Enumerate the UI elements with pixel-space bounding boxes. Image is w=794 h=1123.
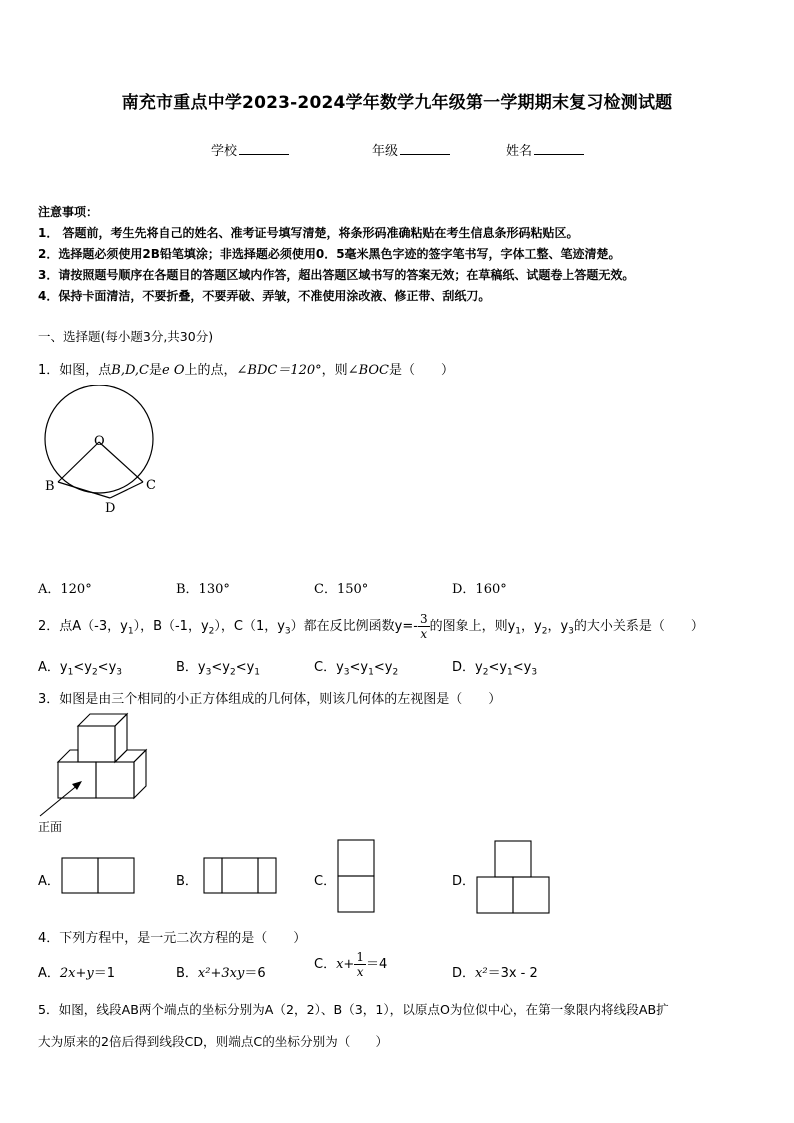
q3-option-d-figure[interactable] [476, 840, 550, 914]
option-letter: A． [38, 966, 60, 981]
q3-option-a-figure[interactable] [61, 857, 135, 894]
q2-subscript: 3 [284, 626, 291, 637]
option-expr: 2x+y [59, 966, 94, 981]
cube-side-face [115, 714, 127, 762]
q4-fraction [354, 950, 366, 979]
cube-top-face [78, 714, 127, 726]
label-b: B [45, 479, 55, 494]
q2-text-part: ），B（-1，y [133, 619, 209, 634]
option-text: <y [488, 660, 508, 675]
q2-text-part: ）都在反比例函数y=- [290, 619, 418, 634]
q2-option-c[interactable] [314, 656, 398, 678]
option-letter: B． [176, 660, 198, 675]
q2-option-b[interactable] [176, 656, 260, 678]
name-label: 姓名 [506, 144, 533, 159]
q1-angle-given: ∠BDC＝120° [236, 363, 322, 378]
front-arrow-line [40, 784, 79, 816]
note-item: 1． 答题前，考生先将自己的姓名、准考证号填写清楚，将条形码准确粘贴在考生信息条形码粘贴区。 [38, 226, 579, 240]
fraction-numerator: 1 [356, 950, 364, 964]
option-text: ＝6 [244, 966, 266, 981]
option-sub: 3 [343, 667, 350, 678]
square [62, 858, 98, 893]
option-letter: C． [314, 957, 337, 972]
q2-text-part: ，y [521, 619, 542, 634]
q2-fraction [418, 612, 430, 641]
cube-front-face [96, 762, 134, 798]
q1-points: B,D,C [111, 363, 150, 378]
q1-option-c[interactable]: C．150° [314, 582, 369, 597]
cube-side-face [134, 750, 146, 798]
q3-option-c-label[interactable]: C． [314, 874, 337, 889]
option-text: <y [235, 660, 255, 675]
section-heading: 一、选择题(每小题3分,共30分) [38, 329, 214, 344]
q2-text-part: ），C（1，y [214, 619, 285, 634]
name-blank [534, 142, 584, 155]
option-text: y [59, 660, 68, 675]
q4-option-b[interactable] [176, 962, 266, 981]
note-item: 3．请按照题号顺序在各题目的答题区域内作答，超出答题区域书写的答案无效；在草稿纸、试题卷上答题无效。 [38, 268, 635, 282]
q1-angle-asked: ∠BOC [347, 363, 389, 378]
cube-top-face [115, 750, 146, 762]
cube-front-face [78, 726, 115, 762]
option-expr: x²+3xy [197, 966, 245, 981]
square [338, 840, 374, 876]
q1-text-part: 是 [149, 363, 163, 378]
square [495, 841, 531, 877]
option-letter: C． [314, 660, 337, 675]
square [98, 858, 134, 893]
segment-oc [99, 442, 143, 482]
option-letter: D． [452, 660, 476, 675]
segment-bd [58, 482, 110, 498]
option-letter: D． [452, 966, 476, 981]
option-sub: 3 [116, 667, 122, 678]
option-expr: x² [475, 966, 488, 981]
option-text: <y [349, 660, 369, 675]
label-o: O [94, 434, 105, 449]
option-letter: B． [176, 966, 198, 981]
cube-front-face [58, 762, 96, 798]
question-1-text [38, 359, 454, 378]
option-text: ＝4 [365, 957, 388, 972]
q2-subscript: 3 [568, 626, 574, 637]
option-sub: 1 [368, 667, 374, 678]
option-sub: 2 [482, 667, 489, 678]
grade-field [372, 140, 450, 159]
question-5-line-2: 大为原来的2倍后得到线段CD，则端点C的坐标分别为（ ） [38, 1034, 389, 1049]
option-sub: 1 [254, 667, 261, 678]
q4-option-d[interactable] [452, 962, 538, 981]
option-text: y [475, 660, 483, 675]
question-2-text [38, 612, 704, 647]
option-text: <y [97, 660, 117, 675]
q1-text-part: 是（ ） [388, 363, 454, 378]
q1-circle: e O [162, 363, 185, 378]
q3-option-b-label[interactable]: B． [176, 874, 198, 889]
fraction-denominator: x [356, 965, 364, 979]
option-sub: 3 [531, 667, 538, 678]
grade-label: 年级 [372, 144, 399, 159]
q2-option-d[interactable] [452, 656, 537, 678]
front-label: 正面 [38, 820, 63, 834]
option-text: y [197, 660, 206, 675]
option-sub: 3 [205, 667, 212, 678]
notes-heading: 注意事项： [38, 205, 99, 219]
page-title: 南充市重点中学2023-2024学年数学九年级第一学期期末复习检测试题 [121, 93, 673, 113]
q2-subscript: 2 [208, 626, 215, 637]
name-field [506, 140, 584, 159]
q1-option-b[interactable]: B．130° [176, 582, 230, 597]
option-text: <y [512, 660, 532, 675]
option-text: <y [373, 660, 393, 675]
school-field [211, 140, 289, 159]
q4-option-c[interactable] [314, 950, 387, 980]
q1-number: 1．如图，点 [38, 363, 112, 378]
square [222, 858, 258, 893]
fraction-numerator: 3 [419, 612, 428, 626]
option-text: <y [211, 660, 230, 675]
question-5-line-1: 5．如图，线段AB两个端点的坐标分别为A（2，2）、B（3，1），以原点O为位似中心，在第一象限内将线段AB扩 [38, 1002, 669, 1017]
q2-text-part: 的大小关系是（ ） [573, 619, 704, 634]
grade-blank [400, 142, 450, 155]
q3-option-c-figure[interactable] [337, 839, 375, 914]
label-c: C [146, 478, 156, 493]
question-4-text: 4．下列方程中，是一元二次方程的是（ ） [38, 931, 307, 946]
option-text: y [336, 660, 344, 675]
cube-top-face [58, 750, 78, 762]
q2-text-part: 的图象上，则y [429, 619, 516, 634]
square [338, 876, 374, 912]
q1-option-d[interactable]: D．160° [452, 582, 507, 597]
option-expr: x+ [336, 957, 355, 972]
fraction-denominator: x [420, 627, 428, 641]
note-item: 2．选择题必须使用2B铅笔填涂；非选择题必须使用0．5毫米黑色字迹的签字笔书写，字体工整、笔迹清楚。 [38, 247, 621, 261]
q2-text-part: 2．点A（-3，y [38, 619, 128, 634]
option-sub: 1 [507, 667, 513, 678]
option-sub: 2 [392, 667, 399, 678]
q3-option-b-figure[interactable] [203, 857, 277, 894]
school-label: 学校 [211, 144, 238, 159]
question-3-text: 3．如图是由三个相同的小正方体组成的几何体，则该几何体的左视图是（ ） [38, 692, 502, 707]
square [513, 877, 549, 913]
square [477, 877, 513, 913]
q2-option-a[interactable] [38, 656, 122, 678]
segment-ob [58, 442, 99, 482]
option-sub: 1 [67, 667, 74, 678]
q1-text-part: ，则 [321, 363, 348, 378]
q1-text-part: 上的点， [184, 363, 237, 378]
option-sub: 2 [91, 667, 98, 678]
label-d: D [105, 501, 116, 516]
q3-option-d-label[interactable]: D． [452, 874, 476, 889]
rect [258, 858, 276, 893]
option-text: ＝1 [93, 966, 116, 981]
option-text: ＝3x - 2 [487, 966, 538, 981]
option-letter: A． [38, 660, 60, 675]
option-text: <y [73, 660, 92, 675]
option-sub: 2 [229, 667, 236, 678]
q1-circle-figure [38, 385, 163, 520]
q3-option-a-label[interactable]: A． [38, 874, 60, 889]
rect [204, 858, 222, 893]
q1-option-a[interactable]: A．120° [38, 582, 92, 597]
school-blank [239, 142, 289, 155]
q2-subscript: 1 [127, 626, 134, 637]
note-item: 4．保持卡面清洁，不要折叠，不要弄破、弄皱，不准使用涂改液、修正带、刮纸刀。 [38, 289, 491, 303]
q4-option-a[interactable] [38, 962, 115, 981]
q2-text-part: ，y [547, 619, 569, 634]
q2-subscript: 2 [541, 626, 548, 637]
q2-subscript: 1 [515, 626, 522, 637]
